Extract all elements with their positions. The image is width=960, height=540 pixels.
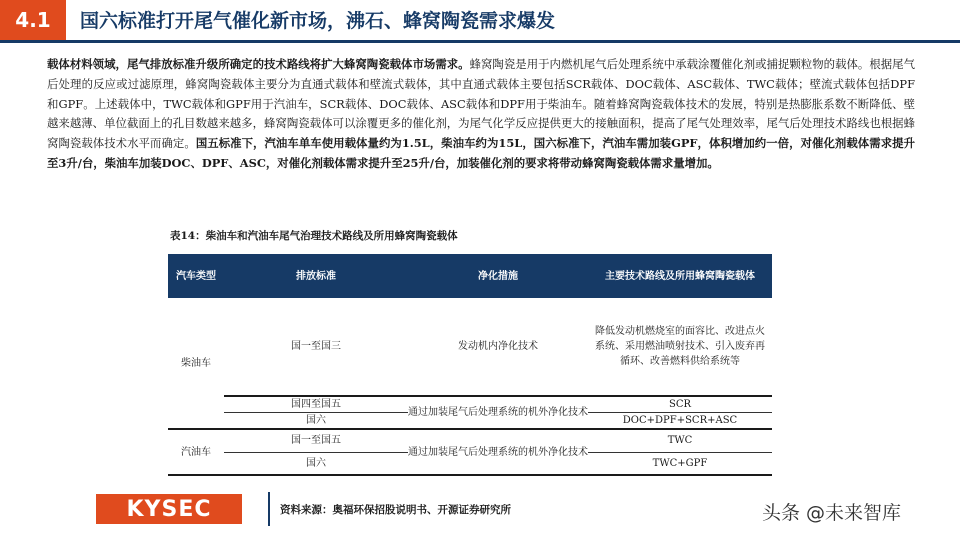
title-divider	[0, 40, 960, 43]
toutiao-watermark: 头条 @未来智库	[762, 502, 902, 524]
cell-route: TWC	[667, 435, 693, 446]
table-bottom-rule	[168, 474, 772, 476]
header-vehicle-type: 汽车类型	[176, 270, 216, 282]
cell-standard: 国一至国三	[291, 340, 341, 352]
technology-route-table	[168, 254, 772, 474]
vehicle-type-gasoline: 汽油车	[181, 446, 211, 458]
cell-route: SCR	[668, 398, 692, 410]
cell-measure: 通过加装尾气后处理系统的机外净化技术	[408, 406, 588, 418]
paragraph-lead-bold: 载体材料领域，尾气排放标准升级所确定的技术路线将扩大蜂窝陶瓷载体市场需求。	[47, 57, 470, 71]
table-header-row	[168, 254, 772, 298]
page-title: 国六标准打开尾气催化新市场，沸石、蜂窝陶瓷需求爆发	[80, 10, 556, 32]
paragraph-conclusion-bold: 国五标准下，汽油车单车使用载体量约为1.5L，柴油车约为15L，国六标准下，汽油车需加装GPF，体积增加约一倍，对催化剂载体需求提升至3升/台，柴油车加装DOC、DPF、ASC，对催化剂载体需求提升至25升/台，加装催化剂的要求将带动蜂窝陶瓷载体需求量增加。	[47, 136, 915, 170]
cell-measure: 通过加装尾气后处理系统的机外净化技术	[408, 446, 588, 458]
cell-standard: 国四至国五	[291, 398, 341, 410]
kysec-logo: KYSEC	[96, 494, 242, 524]
cell-standard: 国六	[306, 415, 326, 426]
footer-divider	[268, 492, 270, 526]
cell-route: 降低发动机燃烧室的面容比、改进点火系统、采用燃油喷射技术、引入废弃再循环、改善燃料供给系统等	[595, 325, 765, 367]
cell-measure: 发动机内净化技术	[458, 340, 538, 352]
cell-route: TWC+GPF	[652, 458, 708, 469]
source-note: 资料来源：奥福环保招股说明书、开源证券研究所	[280, 504, 511, 516]
cell-standard: 国一至国五	[291, 435, 341, 446]
vehicle-type-diesel: 柴油车	[181, 357, 211, 369]
cell-route: DOC+DPF+SCR+ASC	[622, 415, 738, 426]
paragraph-body: 蜂窝陶瓷是用于内燃机尾气后处理系统中承载涂覆催化剂或捕捉颗粒物的载体。根据尾气后处理的反应或过滤原理，蜂窝陶瓷载体主要分为直通式载体和壁流式载体，其中直通式载体主要包括SCR载体、DOC载体、ASC载体、TWC载体；壁流式载体包括DPF和GPF。上述载体中，TWC载体和GPF用于汽油车，SCR载体、DOC载体、ASC载体和DPF用于柴油车。随着蜂窝陶瓷载体技术的发展，特别是热膨胀系数不断降低、壁越来越薄、单位截面上的孔目数越来越多，蜂窝陶瓷载体可以涂覆更多的催化剂，为尾气化学反应提供更大的接触面积，提高了尾气处理效率，尾气后处理技术路线也根据蜂窝陶瓷载体技术水平而确定。	[47, 57, 915, 151]
header-technical-route: 主要技术路线及所用蜂窝陶瓷载体	[605, 270, 755, 282]
header-emission-standard: 排放标准	[296, 270, 336, 282]
slide-header	[0, 0, 960, 44]
section-number-badge: 4.1	[0, 0, 66, 40]
header-purification-measure: 净化措施	[478, 270, 518, 282]
cell-standard: 国六	[306, 458, 326, 469]
table-caption: 表14：柴油车和汽油车尾气治理技术路线及所用蜂窝陶瓷载体	[170, 230, 458, 242]
body-paragraph	[47, 55, 915, 174]
